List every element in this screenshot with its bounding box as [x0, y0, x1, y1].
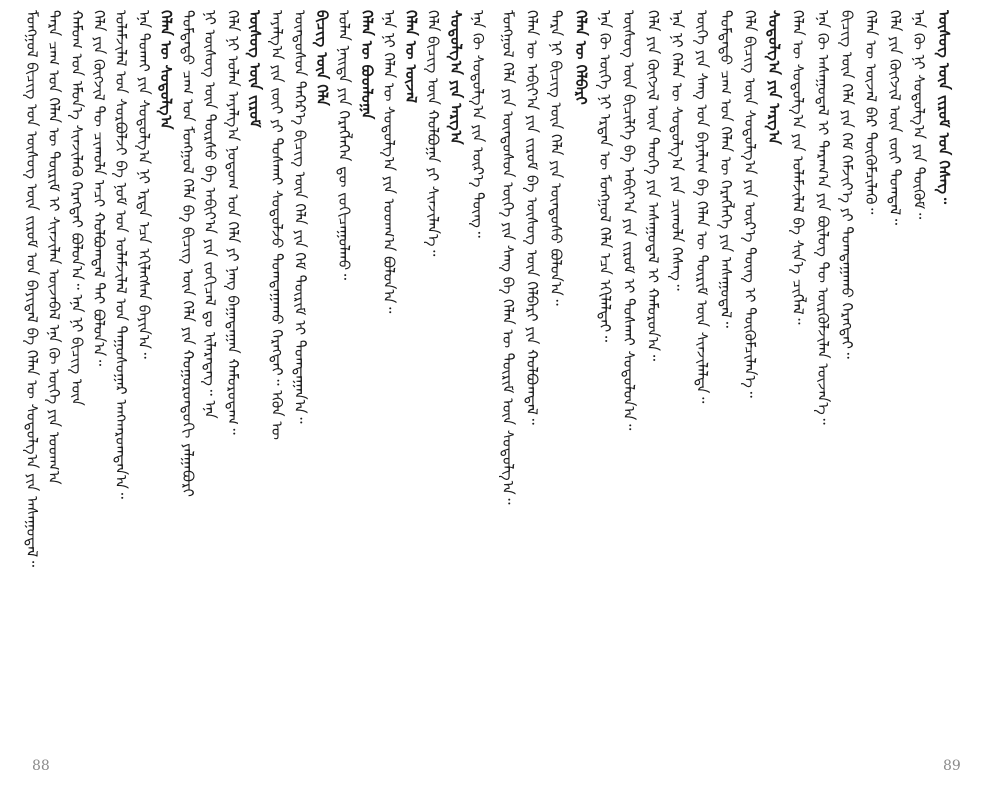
- text-line: ᠲᠡᠷᠡ ᠴᠠᠭ ᠤᠨ ᠬᠡᠯᠡᠨ ᠦ ᠳᠦᠷᠢᠮ ᠢ ᠰᠢᠨᠵᠢᠯᠡᠨ ᠦᠵᠡᠪᠡᠯ ᠡᠨᠡ ᠬᠦ ᠦᠭᠡ ᠶᠢᠨ ᠤᠳᠬ᠎ᠠ: [45, 10, 64, 485]
- left-column: [178, 10, 198, 740]
- right-column: [813, 10, 833, 740]
- text-line: ᠬᠡᠯᠡ ᠪᠢᠴᠢᠭ ᠦᠨ ᠰᠤᠳᠤᠯᠭ᠎ᠠ ᠶᠢᠨ ᠦᠷ᠎ᠡ ᠳᠦᠩ ᠢ ᠳᠦᠭᠦᠮᠴᠢᠯᠡᠨ᠎ᠡ᠃: [741, 10, 759, 398]
- right-column: [595, 10, 615, 740]
- text-line: ᠡᠨᠡ ᠬᠦ ᠦᠭᠡ ᠨᠢ ᠡᠷᠲᠡᠨ ᠦ ᠮᠣᠩᠭᠣᠯ ᠬᠡᠯᠡ ᠡᠴᠡ ᠡᠬᠢᠯᠡᠯᠲᠡᠢ᠃: [595, 10, 614, 343]
- text-line: ᠬᠡᠯᠡ ᠶᠢᠨ ᠬᠦᠭᠵᠢᠯ ᠦᠨ ᠵᠦᠢ ᠲᠣᠭᠲᠠᠯ᠃: [886, 10, 905, 226]
- right-column: [546, 10, 566, 740]
- text-line: ᠮᠣᠩᠭᠣᠯ ᠬᠡᠯᠡ ᠶᠢᠨ ᠦᠨᠳᠦᠰᠦᠨ ᠦᠭᠡ ᠶᠢᠨ ᠰᠠᠩ ᠪᠠ ᠬᠡᠯᠡᠨ ᠦ ᠳᠦᠷᠢᠮ ᠦᠨ ᠰᠤᠳᠤᠯᠭ᠎ᠠ᠃: [499, 10, 517, 505]
- right-column: [522, 10, 542, 740]
- left-column: [22, 10, 42, 740]
- right-column: [619, 10, 639, 740]
- right-column: [716, 10, 736, 740]
- text-line: ᠬᠡᠯᠡ ᠨᠢ ᠣᠯᠠᠨ ᠠᠶᠠᠯᠭ᠎ᠠ ᠨᠤᠲᠤᠭ ᠤᠨ ᠬᠡᠯᠡ ᠶᠢ ᠨᠡᠩ ᠪᠠᠭᠠᠳᠠᠭᠠᠨ ᠬᠠᠮᠤᠷᠤᠳᠠᠭ᠃: [223, 10, 242, 435]
- text-line: ᠬᠡᠯᠡᠨ ᠦ ᠠᠪᠢᠶ᠎ᠠ ᠶᠢᠨ ᠵᠢᠷᠤᠮ ᠪᠠ ᠦᠰᠦᠭ ᠦᠨ ᠬᠡᠯᠪᠡᠷᠢ ᠶᠢᠨ ᠬᠣᠯᠪᠣᠭᠳᠠᠯ᠃: [523, 10, 542, 425]
- text-line: ᠦᠰᠦᠭ ᠦᠨ ᠵᠢᠷᠤᠮ: [246, 10, 264, 128]
- right-page: [492, 0, 985, 785]
- text-line: ᠡᠨᠡ ᠬᠦ ᠠᠰᠠᠭᠤᠳᠠᠯ ᠢ ᠳᠠᠷᠠᠭ᠎ᠠ ᠶᠢᠨ ᠪᠦᠯᠦᠭ ᠲᠦ ᠦᠷᠭᠦᠯᠵᠢᠯᠡᠨ ᠦᠵᠡᠨ᠎ᠡ᠃: [813, 10, 832, 425]
- left-column: [89, 10, 109, 740]
- left-column: [111, 10, 131, 740]
- text-line: ᠪᠢᠴᠢᠭ ᠦᠨ ᠬᠡᠯᠡ: [312, 10, 331, 106]
- left-column: [156, 10, 176, 740]
- text-line: ᠮᠣᠩᠭᠣᠯ ᠪᠢᠴᠢᠭ ᠤᠨ ᠦᠰᠦᠭ ᠦᠨ ᠵᠢᠷᠤᠮ ᠤᠨ ᠪᠠᠶᠢᠳᠠᠯ ᠪᠠ ᠬᠡᠯᠡᠨ ᠦ ᠰᠤᠳᠤᠯᠭ᠎ᠠ ᠶᠢᠨ ᠠᠰᠠᠭᠤᠳᠠᠯ᠃: [23, 10, 41, 568]
- text-line: ᠲᠡᠷᠡ ᠨᠢ ᠪᠢᠴᠢᠭ ᠦᠨ ᠬᠡᠯᠡ ᠶᠢᠨ ᠦᠨᠳᠦᠰᠦ ᠪᠣᠯᠤᠨ᠎ᠠ᠃: [547, 10, 566, 306]
- left-column: [312, 10, 332, 740]
- text-line: ᠬᠡᠯᠡᠨ ᠦ ᠬᠡᠯᠪᠡᠷᠢ: [571, 10, 590, 105]
- text-line: ᠦᠨᠳᠦᠰᠦᠨ ᠳᠡᠭᠡᠷ᠎ᠡ ᠪᠢᠴᠢᠭ ᠦᠨ ᠬᠡᠯᠡ ᠶᠢᠨ ᠬᠡᠮ ᠳᠦᠷᠢᠮ ᠢ ᠲᠣᠭᠲᠠᠭᠠᠨ᠎ᠠ᠃: [290, 10, 309, 424]
- right-column: [934, 10, 954, 740]
- left-column: [446, 10, 466, 740]
- text-line: ᠠᠶᠠᠯᠭ᠎ᠠ ᠶᠢᠨ ᠵᠦᠢ ᠶᠢ ᠲᠤᠰᠬᠠᠢ ᠰᠤᠳᠤᠯᠵᠤ ᠲᠣᠭᠲᠠᠭᠠᠬᠤ ᠬᠡᠷᠡᠭᠲᠡᠢ᠃ ᠡᠭᠦᠨ ᠦ: [268, 10, 287, 440]
- left-column: [67, 10, 87, 740]
- text-line: ᠬᠡᠯᠡᠨ ᠦ ᠪᠣᠳᠯᠤᠭᠠ: [357, 10, 376, 120]
- right-column: [498, 10, 518, 740]
- right-column: [885, 10, 905, 740]
- left-column: [200, 10, 220, 740]
- right-page-number: 89: [943, 758, 961, 774]
- left-column: [379, 10, 399, 740]
- text-line: ᠬᠡᠯᠡᠨ ᠦ ᠰᠤᠳᠤᠯᠭ᠎ᠠ ᠶᠢᠨ ᠤᠯᠠᠮᠵᠢᠯᠠᠯ ᠪᠠ ᠰᠢᠨ᠎ᠡ ᠴᠢᠭᠯᠡᠯ᠃: [789, 10, 808, 325]
- left-column: [44, 10, 64, 740]
- text-line: ᠳᠤᠮᠳᠠᠳᠤ ᠴᠠᠭ ᠤᠨ ᠬᠡᠯᠡᠨ ᠦ ᠬᠡᠷᠡᠭᠯᠡᠭᠡ ᠶᠢᠨ ᠠᠰᠠᠭᠤᠳᠠᠯ᠃: [716, 10, 735, 328]
- text-line: ᠡᠨᠡ ᠨᠢ ᠬᠡᠯᠡᠨ ᠦ ᠰᠤᠳᠤᠯᠭ᠎ᠠ ᠶᠢᠨ ᠴᠢᠬᠤᠯᠠ ᠬᠡᠰᠡᠭ᠃: [668, 10, 687, 291]
- text-line: ᠦᠭᠡ ᠶᠢᠨ ᠰᠠᠩ ᠤᠨ ᠪᠠᠶᠠᠯᠢᠭ ᠪᠠ ᠬᠡᠯᠡᠨ ᠦ ᠳᠦᠷᠢᠮ ᠦᠨ ᠰᠢᠨᠵᠢᠯᠡᠯᠲᠡ᠃: [692, 10, 711, 404]
- text-line: ᠬᠡᠯᠡᠨ ᠦ ᠦᠵᠡᠯ: [402, 10, 421, 103]
- right-column: [861, 10, 881, 740]
- text-line: ᠦᠰᠦᠭ ᠦᠨ ᠵᠢᠷᠤᠮ ᠤᠨ ᠬᠡᠰᠡᠭ᠃: [934, 10, 953, 204]
- text-line: ᠡᠨᠡ ᠬᠦ ᠰᠤᠳᠤᠯᠭ᠎ᠠ ᠶᠢᠨ ᠦᠷ᠎ᠡ ᠳᠦᠩ᠃: [469, 10, 487, 238]
- left-column: [334, 10, 354, 740]
- left-column: [401, 10, 421, 740]
- left-column: [290, 10, 310, 740]
- text-line: ᠬᠡᠯᠡᠨ ᠦ ᠰᠤᠳᠤᠯᠭ᠎ᠠ: [156, 10, 175, 130]
- left-column: [134, 10, 154, 740]
- text-line: ᠦᠰᠦᠭ ᠦᠨ ᠪᠢᠴᠢᠯᠭᠡ ᠪᠠ ᠠᠪᠢᠶ᠎ᠠ ᠶᠢᠨ ᠵᠢᠷᠤᠮ ᠢ ᠲᠤᠰᠬᠠᠢ ᠰᠤᠳᠤᠯᠤᠨ᠎ᠠ᠃: [620, 10, 638, 431]
- left-column: [357, 10, 377, 740]
- text-line: ᠰᠤᠳᠤᠯᠭ᠎ᠠ ᠶᠢᠨ ᠠᠷᠭ᠎ᠠ: [446, 10, 465, 145]
- right-column: [764, 10, 784, 740]
- left-column: [223, 10, 243, 740]
- right-column: [837, 10, 857, 740]
- text-line: ᠡᠨᠡ ᠬᠦ ᠨᠢ ᠰᠤᠳᠤᠯᠭ᠎ᠠ ᠶᠢᠨ ᠳᠦᠭᠦᠮ᠃: [910, 10, 929, 220]
- left-column: [245, 10, 265, 740]
- text-line: ᠬᠡᠯᠡᠨ ᠦ ᠦᠵᠡᠯ ᠪᠠᠷ ᠳᠦᠭᠦᠮᠴᠢᠯᠡᠬᠦ᠃: [862, 10, 880, 215]
- right-column: [643, 10, 663, 740]
- left-column: [468, 10, 488, 740]
- text-line: ᠨᠢ ᠦᠰᠦᠭ ᠦᠨ ᠳᠦᠷᠰᠦ ᠪᠠ ᠠᠪᠢᠶ᠎ᠠ ᠶᠢᠨ ᠵᠣᠬᠢᠴᠠᠯ ᠳᠤ ᠢᠯᠡᠷᠡᠳᠡᠭ᠃ ᠡᠨᠡ: [201, 10, 220, 419]
- text-line: ᠤᠯᠠᠮᠵᠢᠯᠠᠯ ᠤᠨ ᠰᠤᠷᠪᠤᠯᠵᠢ ᠪᠠ ᠨᠣᠮ ᠤᠨ ᠤᠯᠠᠮᠵᠢᠯᠠᠯ ᠤᠨ ᠳᠠᠭᠤᠰᠤᠭᠠᠷ ᠠᠩᠬᠠᠷᠤᠭᠳᠠᠨ᠎ᠠ᠃: [112, 10, 131, 499]
- text-line: ᠬᠠᠮᠤᠭ ᠤᠨ ᠡᠮᠦᠨ᠎ᠡ ᠰᠢᠨᠵᠢᠯᠡᠬᠦ ᠬᠡᠷᠡᠭᠲᠡᠢ ᠪᠣᠯᠤᠨ᠎ᠠ᠃ ᠡᠨᠡ ᠨᠢ ᠪᠢᠴᠢᠭ ᠦᠨ: [67, 10, 86, 406]
- text-line: ᠪᠢᠴᠢᠭ ᠦᠨ ᠬᠡᠯᠡ ᠶᠢᠨ ᠬᠡᠮ ᠬᠡᠮᠵᠢᠶ᠎ᠡ ᠶᠢ ᠲᠣᠭᠲᠠᠭᠠᠬᠤ ᠬᠡᠷᠡᠭᠲᠡᠢ᠃: [837, 10, 856, 359]
- right-column: [788, 10, 808, 740]
- text-line: ᠬᠡᠯᠡ ᠶᠢᠨ ᠬᠦᠭᠵᠢᠯ ᠲᠦ ᠴᠢᠬᠤᠯᠠ ᠠᠴᠢ ᠬᠣᠯᠪᠣᠭᠳᠠᠯ ᠲᠠᠶ ᠪᠣᠯᠤᠨ᠎ᠠ᠃: [89, 10, 108, 367]
- text-line: ᠰᠤᠳᠤᠯᠭ᠎ᠠ ᠶᠢᠨ ᠠᠷᠭ᠎ᠠ: [765, 10, 784, 145]
- text-line: ᠬᠡᠯᠡ ᠶᠢᠨ ᠬᠦᠭᠵᠢᠯ ᠦᠨ ᠲᠡᠦᠬᠡ ᠶᠢᠨ ᠠᠰᠠᠭᠤᠳᠠᠯ ᠢ ᠬᠠᠮᠤᠷᠤᠨ᠎ᠠ᠃: [644, 10, 663, 361]
- text-line: ᠡᠨᠡ ᠲᠤᠬᠠᠢ ᠶᠢᠨ ᠰᠤᠳᠤᠯᠭ᠎ᠠ ᠨᠢ ᠡᠷᠲᠡ ᠡᠴᠡ ᠡᠬᠢᠯᠡᠭᠰᠡᠨ ᠪᠠᠶᠢᠨ᠎ᠠ᠃: [134, 10, 153, 359]
- right-column: [692, 10, 712, 740]
- left-column: [423, 10, 443, 740]
- left-column: [267, 10, 287, 740]
- left-page: [0, 0, 492, 785]
- right-column: [740, 10, 760, 740]
- right-column: [909, 10, 929, 740]
- text-line: ᠳᠤᠮᠳᠠᠳᠤ ᠴᠠᠭ ᠤᠨ ᠮᠣᠩᠭᠣᠯ ᠬᠡᠯᠡ ᠪᠠ ᠪᠢᠴᠢᠭ ᠦᠨ ᠬᠡᠯᠡ ᠶᠢᠨ ᠬᠣᠭᠣᠷᠣᠨᠳᠣᠬᠢ ᠶᠠᠯᠭᠠᠪᠤᠷᠢ: [179, 10, 198, 497]
- left-page-number: 88: [32, 758, 50, 774]
- text-line: ᠬᠡᠯᠡ ᠪᠢᠴᠢᠭ ᠦᠨ ᠬᠣᠯᠪᠣᠭᠠ ᠶᠢ ᠰᠢᠨᠵᠢᠯᠡᠨ᠎ᠡ᠃: [424, 10, 443, 257]
- text-line: ᠡᠨᠡ ᠨᠢ ᠬᠡᠯᠡᠨ ᠦ ᠰᠤᠳᠤᠯᠭ᠎ᠠ ᠶᠢᠨ ᠤᠳᠬ᠎ᠠ ᠪᠣᠯᠤᠨ᠎ᠠ᠃: [379, 10, 398, 314]
- right-column: [571, 10, 591, 740]
- right-column: [667, 10, 687, 740]
- text-line: ᠣᠯᠠᠨ ᠨᠡᠢᠲᠡ ᠶᠢᠨ ᠬᠡᠷᠡᠭᠯᠡᠭᠡᠨ ᠳᠦ ᠵᠣᠬᠢᠴᠠᠭᠤᠯᠬᠤ᠃: [335, 10, 354, 281]
